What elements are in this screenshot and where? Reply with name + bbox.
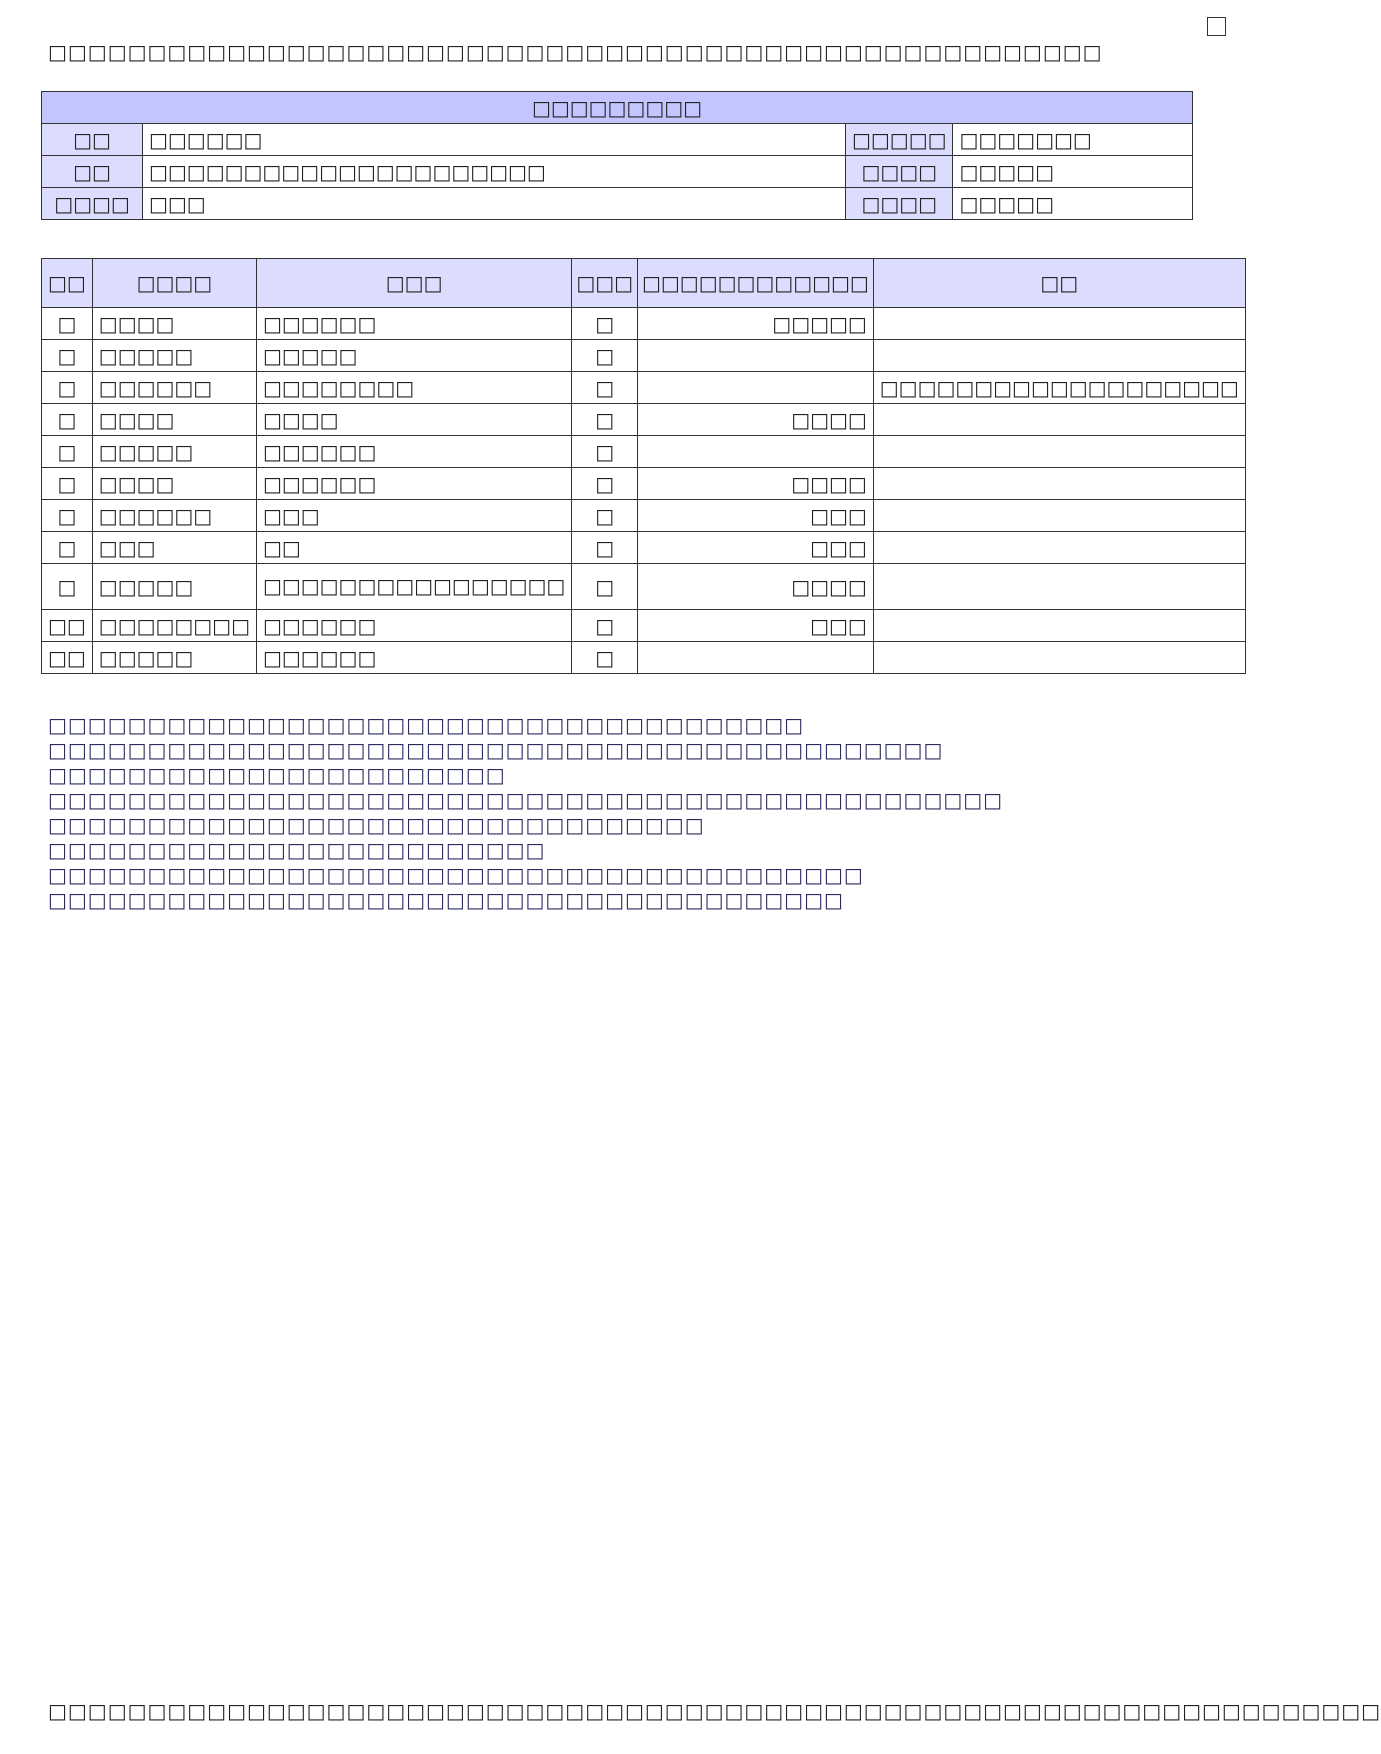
cell-type: □□□	[256, 500, 571, 532]
items-table	[41, 258, 1246, 674]
cell-note	[873, 468, 1245, 500]
cell-length: □□□□	[638, 404, 874, 436]
info-value-2: □□□□□	[953, 156, 1193, 188]
cell-name: □□□□□□	[92, 372, 256, 404]
cell-length: □□□	[638, 532, 874, 564]
cell-length	[638, 436, 874, 468]
cell-required: □	[572, 404, 638, 436]
cell-number: □	[42, 500, 93, 532]
cell-number: □	[42, 340, 93, 372]
info-table-title: □□□□□□□□□	[42, 92, 1193, 124]
info-table	[41, 91, 1193, 220]
cell-length: □□□	[638, 500, 874, 532]
cell-number: □□	[42, 642, 93, 674]
cell-number: □	[42, 468, 93, 500]
col-header-number: □□	[42, 259, 93, 308]
info-label-2: □□□□	[846, 156, 953, 188]
cell-required: □	[572, 372, 638, 404]
note-line: □□□□□□□□□□□□□□□□□□□□□□□□□□□□□□□□□□□□□□□□□□□□□□□□	[48, 788, 1004, 812]
cell-name: □□□□	[92, 308, 256, 340]
note-line: □□□□□□□□□□□□□□□□□□□□□□□□□□□□□□□□□□□□□□□□□	[48, 863, 864, 887]
table-row	[42, 468, 1246, 500]
corner-checkbox	[1207, 17, 1226, 36]
cell-name: □□□□□	[92, 564, 256, 610]
cell-number: □	[42, 308, 93, 340]
cell-length: □□□□	[638, 564, 874, 610]
cell-type: □□□□□□	[256, 610, 571, 642]
cell-note: □□□□□□□□□□□□□□□□□□□	[873, 372, 1245, 404]
cell-required: □	[572, 610, 638, 642]
items-header-row	[42, 259, 1246, 308]
cell-number: □	[42, 404, 93, 436]
info-value: □□□	[143, 188, 846, 220]
document-header: □□□□□□□□□□□□□□□□□□□□□□□□□□□□□□□□□□□□□□□□□□□□□□□□□□□□□	[48, 40, 1103, 64]
table-row	[42, 436, 1246, 468]
cell-name: □□□□□□	[92, 500, 256, 532]
document-footer: □□□□□□□□□□□□□□□□□□□□□□□□□□□□□□□□□□□□□□□□□□□□□□□□□□□□□□□□□□□□□□□□□□□	[48, 1699, 1381, 1723]
info-label: □□	[42, 124, 143, 156]
cell-number: □	[42, 532, 93, 564]
info-label-2: □□□□□	[846, 124, 953, 156]
cell-name: □□□□□□□□	[92, 610, 256, 642]
info-value: □□□□□□	[143, 124, 846, 156]
cell-name: □□□	[92, 532, 256, 564]
cell-required: □	[572, 532, 638, 564]
cell-length: □□□	[638, 610, 874, 642]
cell-length: □□□□	[638, 468, 874, 500]
info-value: □□□□□□□□□□□□□□□□□□□□□	[143, 156, 846, 188]
cell-type: □□□□□□□□	[256, 372, 571, 404]
cell-name: □□□□	[92, 404, 256, 436]
note-line: □□□□□□□□□□□□□□□□□□□□□□□□□	[48, 838, 546, 862]
cell-name: □□□□□	[92, 642, 256, 674]
cell-note	[873, 642, 1245, 674]
cell-length	[638, 642, 874, 674]
cell-number: □□	[42, 610, 93, 642]
cell-type: □□□□□□	[256, 308, 571, 340]
items-body	[42, 308, 1246, 674]
info-title-row	[42, 92, 1193, 124]
cell-type: □□□□□□	[256, 468, 571, 500]
note-line: □□□□□□□□□□□□□□□□□□□□□□□□□□□□□□□□□□□□□□	[48, 713, 805, 737]
note-line: □□□□□□□□□□□□□□□□□□□□□□□□□□□□□□□□□	[48, 813, 705, 837]
note-line: □□□□□□□□□□□□□□□□□□□□□□□□□□□□□□□□□□□□□□□□□□□□□	[48, 738, 944, 762]
table-row	[42, 308, 1246, 340]
cell-required: □	[572, 564, 638, 610]
cell-required: □	[572, 436, 638, 468]
cell-required: □	[572, 500, 638, 532]
col-header-required: □□□	[572, 259, 638, 308]
cell-length: □□□□□	[638, 308, 874, 340]
cell-length	[638, 340, 874, 372]
cell-name: □□□□	[92, 468, 256, 500]
cell-type: □□□□	[256, 404, 571, 436]
cell-required: □	[572, 468, 638, 500]
info-value-2: □□□□□	[953, 188, 1193, 220]
info-label: □□	[42, 156, 143, 188]
cell-type: □□□□□□	[256, 436, 571, 468]
cell-note	[873, 532, 1245, 564]
cell-type: □□□□□□□□□□□□□□□□	[256, 564, 571, 610]
cell-length	[638, 372, 874, 404]
cell-required: □	[572, 642, 638, 674]
cell-note	[873, 610, 1245, 642]
table-row	[42, 372, 1246, 404]
note-line: □□□□□□□□□□□□□□□□□□□□□□□□□□□□□□□□□□□□□□□□	[48, 888, 844, 912]
info-label: □□□□	[42, 188, 143, 220]
info-value-2: □□□□□□□	[953, 124, 1193, 156]
col-header-name: □□□□	[92, 259, 256, 308]
cell-note	[873, 500, 1245, 532]
table-row	[42, 532, 1246, 564]
note-line: □□□□□□□□□□□□□□□□□□□□□□□	[48, 763, 506, 787]
table-row	[42, 404, 1246, 436]
notes-section	[48, 713, 1198, 913]
cell-type: □□	[256, 532, 571, 564]
table-row	[42, 610, 1246, 642]
col-header-type: □□□	[256, 259, 571, 308]
cell-name: □□□□□	[92, 436, 256, 468]
cell-name: □□□□□	[92, 340, 256, 372]
cell-required: □	[572, 340, 638, 372]
info-row	[42, 156, 1193, 188]
cell-note	[873, 308, 1245, 340]
info-label-2: □□□□	[846, 188, 953, 220]
cell-type: □□□□□□	[256, 642, 571, 674]
table-row	[42, 642, 1246, 674]
cell-note	[873, 340, 1245, 372]
cell-note	[873, 436, 1245, 468]
cell-note	[873, 404, 1245, 436]
table-row	[42, 340, 1246, 372]
col-header-note: □□	[873, 259, 1245, 308]
table-row	[42, 564, 1246, 610]
col-header-length: □□□□□□□□□□□□	[638, 259, 874, 308]
cell-number: □	[42, 372, 93, 404]
cell-note	[873, 564, 1245, 610]
info-row	[42, 124, 1193, 156]
cell-type: □□□□□	[256, 340, 571, 372]
cell-required: □	[572, 308, 638, 340]
cell-number: □	[42, 436, 93, 468]
table-row	[42, 500, 1246, 532]
cell-number: □	[42, 564, 93, 610]
info-row	[42, 188, 1193, 220]
